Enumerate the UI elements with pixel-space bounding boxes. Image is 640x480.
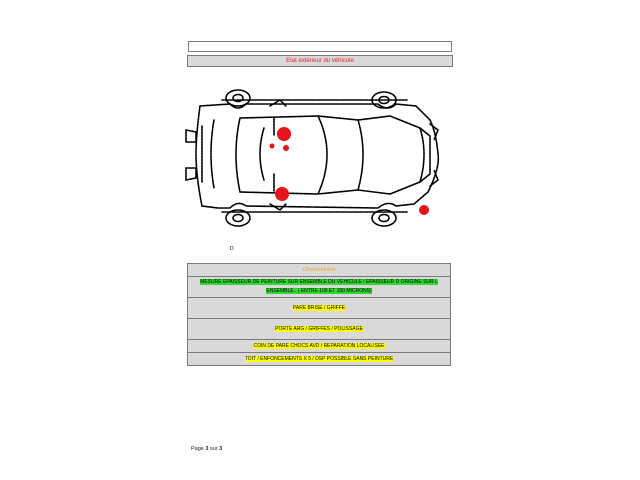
page-of-label: sur — [209, 446, 218, 452]
damage-marker-roof-large — [277, 127, 291, 141]
car-body-outline — [196, 104, 438, 208]
wheel-hub-rear-bottom — [379, 215, 389, 222]
vehicle-damage-diagram — [178, 76, 448, 256]
damage-marker-roof-small-2 — [283, 145, 289, 151]
wheel-front-top — [226, 90, 250, 106]
observations-heading: Observations — [188, 264, 451, 277]
page-number: 3 — [205, 446, 209, 452]
observations-table — [187, 263, 451, 366]
mirror-top — [270, 100, 286, 106]
wheel-hub-front-bottom — [233, 215, 243, 222]
page-total: 3 — [219, 446, 223, 452]
observation-row — [188, 277, 451, 298]
observation-row — [188, 340, 451, 353]
headlight-right — [186, 168, 196, 180]
damage-marker-door — [275, 187, 289, 201]
observation-row — [188, 298, 451, 319]
windshield-line — [318, 116, 327, 194]
observation-row — [188, 319, 451, 340]
observation-text: COIN DE PARE CHOCS AVD / REPARATION LOCALISEE — [253, 343, 385, 349]
section-title: Etat extérieur du véhicule — [187, 55, 453, 67]
observation-text: TOIT / ENFONCEMENTS X 5 / DSP POSSIBLE SANS PEINTURE — [244, 356, 394, 362]
rear-window-line — [358, 120, 363, 190]
damage-marker-bumper — [419, 205, 429, 215]
observation-row — [188, 353, 451, 366]
damage-marker-roof-small-1 — [270, 144, 275, 149]
roof-front — [260, 128, 264, 180]
diagram-corner-label: D — [230, 246, 234, 252]
observation-text: MESURE EPAISSEUR DE PEINTURE SUR ENSEMBLE DU VEHICULE / EPAISSEUR D ORIGINE SUR L ENSEMBLE . ( ENTRE 100 ET 150 MICRONS) — [200, 279, 438, 294]
observation-text: PORTE ARG / GRIFFES / POLISSAGE — [275, 326, 363, 332]
observation-text: PARE BRISE / GRIFFE — [292, 305, 346, 311]
hood-line — [211, 120, 214, 188]
empty-header-field — [188, 41, 452, 52]
page-footer — [191, 446, 222, 452]
headlight-left — [186, 130, 196, 142]
page-label: Page — [191, 446, 204, 452]
